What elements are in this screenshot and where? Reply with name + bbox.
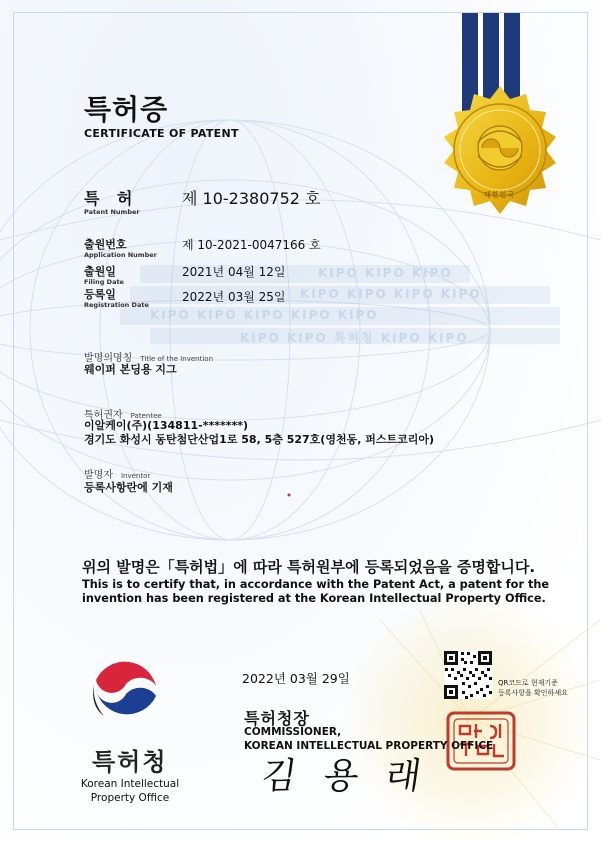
patentee-label-en: Patentee: [130, 412, 162, 420]
patentee-label-kr: 특허권자: [84, 410, 123, 421]
patent-label-kr: 특 허: [84, 189, 139, 208]
application-number: 제 10-2021-0047166 호: [182, 238, 321, 252]
issue-date: 2022년 03월 29일: [242, 671, 350, 686]
invention-title: 웨이퍼 본딩용 지그: [84, 363, 177, 376]
inventor-label-kr: 발명자: [84, 470, 113, 481]
qr-note-line1: QR코드로 현재기준: [498, 679, 558, 687]
patentee-address: 경기도 화성시 동탄첨단산업1로 58, 5층 527호(영천동, 퍼스트코리아): [84, 433, 434, 446]
watermark-row-4: KIPO KIPO 특허청 KIPO KIPO: [240, 331, 469, 345]
commissioner-signature: 김 용 래: [258, 756, 432, 797]
patentee-name: 이알케이(주)(134811-*******): [84, 419, 248, 432]
certificate-title-kr: 특허증: [84, 93, 169, 126]
inventor-label-en: Inventor: [120, 472, 151, 480]
commissioner-title-en-1: COMMISSIONER,: [244, 726, 342, 738]
kipo-name-kr: 특허청: [92, 748, 168, 776]
invention-label-kr: 발명의명칭: [84, 353, 133, 364]
filing-label-en: Filing Date: [84, 278, 124, 286]
kipo-name-en: Korean Intellectual Property Office: [80, 778, 180, 804]
commissioner-title-en-2: KOREAN INTELLECTUAL PROPERTY OFFICE: [244, 740, 494, 752]
filing-label-kr: 출원일: [84, 265, 116, 278]
commissioner-title-kr: 특허청장: [244, 709, 310, 728]
invention-label-en: Title of the Invention: [140, 355, 214, 363]
qr-note: [498, 678, 568, 698]
certification-statement-en: This is to certify that, in accordance with the Patent Act, a patent for the invention has been registered at the Korean Intellectual Property Office.: [82, 578, 550, 605]
patent-number: 제 10-2380752 호: [182, 189, 321, 208]
registration-label-kr: 등록일: [84, 288, 116, 301]
certification-statement-kr: 위의 발명은「특허법」에 따라 특허원부에 등록되었음을 증명합니다.: [82, 558, 536, 576]
watermark-row-3: KIPO KIPO KIPO KIPO KIPO: [150, 308, 379, 322]
watermark-row-2: KIPO KIPO KIPO KIPO: [300, 287, 482, 301]
application-label-kr: 출원번호: [84, 238, 127, 251]
watermark-row-1: KIPO KIPO KIPO: [318, 266, 453, 280]
seal-text: 대한민국: [484, 191, 516, 199]
application-label-en: Application Number: [84, 251, 157, 259]
patent-label-en: Patent Number: [84, 208, 140, 216]
registration-label-en: Registration Date: [84, 301, 149, 309]
filing-date: 2021년 04월 12일: [182, 265, 286, 279]
certificate-title-en: CERTIFICATE OF PATENT: [84, 127, 239, 140]
qr-note-line2: 등록사항을 확인하세요: [498, 689, 568, 697]
registration-date: 2022년 03월 25일: [182, 290, 286, 304]
inventor-value: 등록사항란에 기재: [84, 481, 173, 494]
